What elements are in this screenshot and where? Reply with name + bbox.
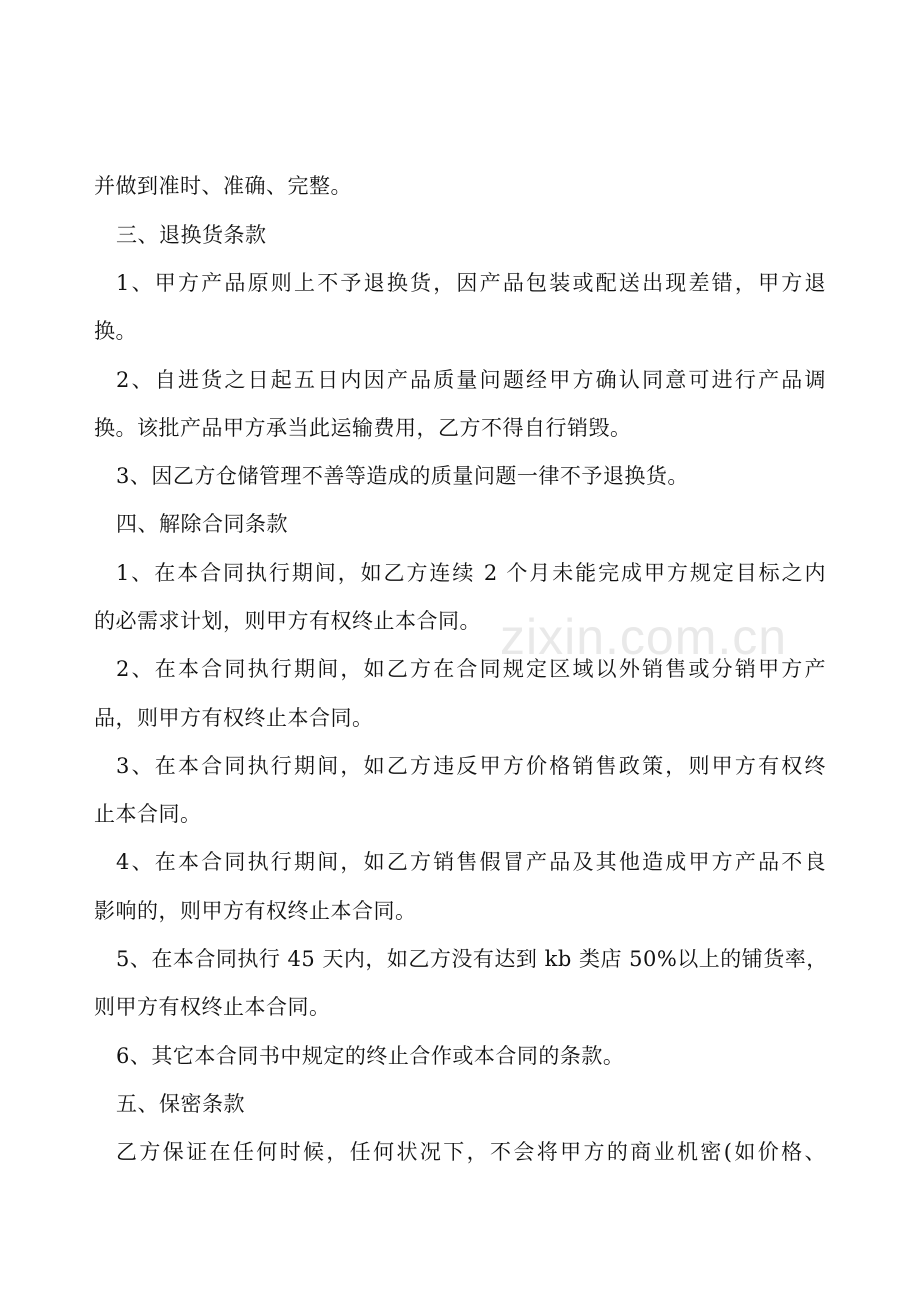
section-heading: 四、解除合同条款 <box>116 512 288 536</box>
text-line: 1、在本合同执行期间，如乙方连续 2 个月未能完成甲方规定目标之内 <box>116 561 826 585</box>
text-line: 的必需求计划，则甲方有权终止本合同。 <box>94 609 481 633</box>
text-line: 3、因乙方仓储管理不善等造成的质量问题一律不予退换货。 <box>116 464 689 488</box>
text-line: 则甲方有权终止本合同。 <box>94 995 331 1019</box>
text-line: 1、甲方产品原则上不予退换货，因产品包装或配送出现差错，甲方退 <box>116 271 826 295</box>
text-line: 换。 <box>94 319 137 343</box>
text-line: 品，则甲方有权终止本合同。 <box>94 706 374 730</box>
text-line: 6、其它本合同书中规定的终止合作或本合同的条款。 <box>116 1044 625 1068</box>
watermark: zixin.com.cn <box>500 609 788 665</box>
text-line: 2、在本合同执行期间，如乙方在合同规定区域以外销售或分销甲方产 <box>116 657 826 681</box>
text-line: 止本合同。 <box>94 802 202 826</box>
text-line: 换。该批产品甲方承当此运输费用，乙方不得自行销毁。 <box>94 416 632 440</box>
section-heading: 五、保密条款 <box>116 1092 245 1116</box>
text-line: 3、在本合同执行期间，如乙方违反甲方价格销售政策，则甲方有权终 <box>116 754 826 778</box>
text-line: 5、在本合同执行 45 天内，如乙方没有达到 kb 类店 50%以上的铺货率， <box>116 947 828 971</box>
text-line: 影响的，则甲方有权终止本合同。 <box>94 899 417 923</box>
text-line: 并做到准时、准确、完整。 <box>94 174 352 198</box>
text-line: 乙方保证在任何时候，任何状况下，不会将甲方的商业机密(如价格、 <box>116 1140 826 1164</box>
text-line: 2、自进货之日起五日内因产品质量问题经甲方确认同意可进行产品调 <box>116 368 826 392</box>
text-line: 4、在本合同执行期间，如乙方销售假冒产品及其他造成甲方产品不良 <box>116 850 826 874</box>
section-heading: 三、退换货条款 <box>116 223 267 247</box>
